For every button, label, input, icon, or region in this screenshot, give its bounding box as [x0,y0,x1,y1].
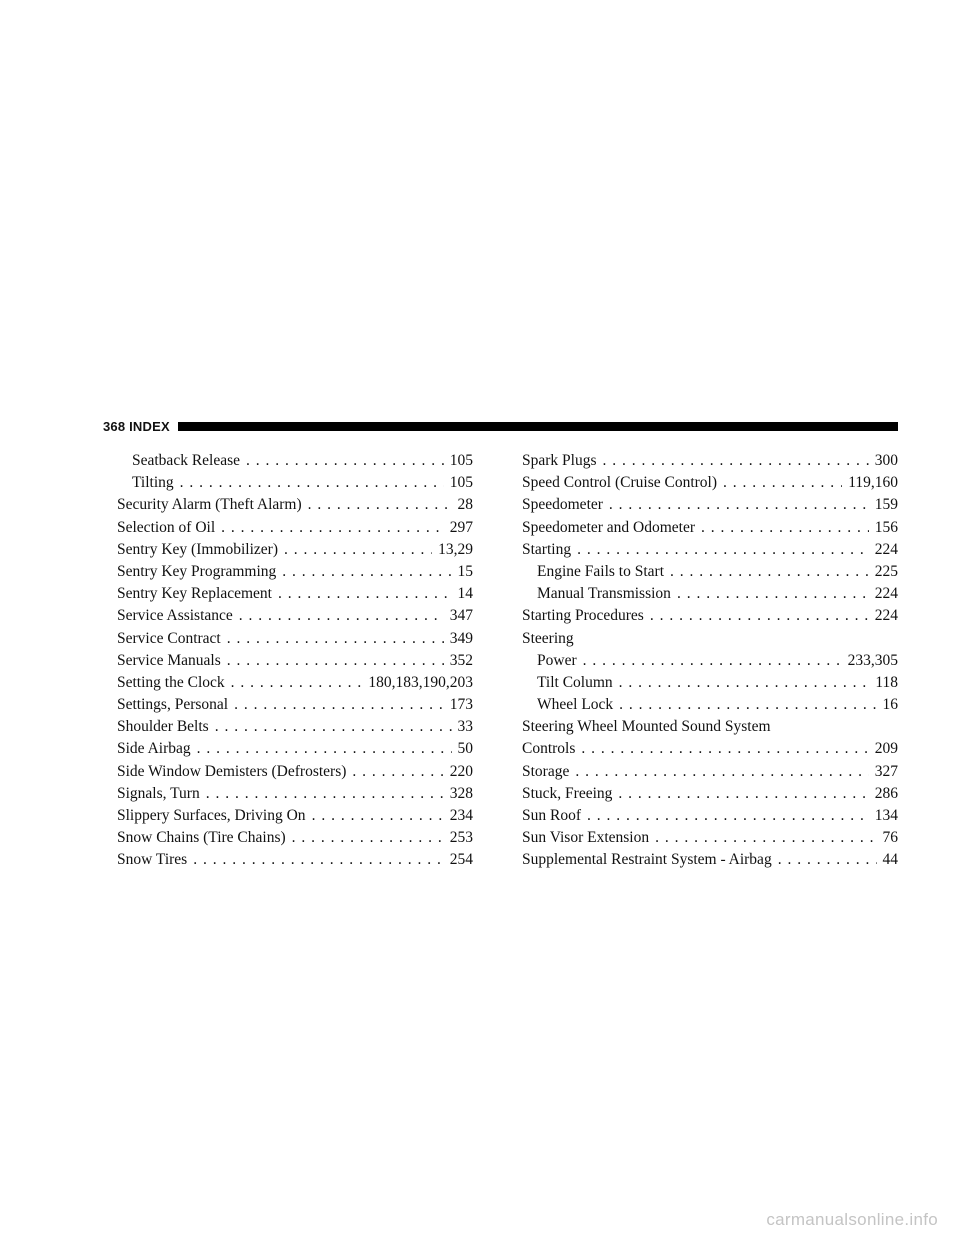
index-term: Signals, Turn [117,784,200,802]
index-term: Speed Control (Cruise Control) [522,474,718,492]
index-entry [117,672,473,694]
dot-leader [609,494,869,516]
dot-leader [206,783,444,805]
index-entry [117,738,473,760]
index-term: Sun Roof [522,807,581,824]
dot-leader [650,605,869,627]
index-entry [117,849,473,871]
dot-leader [193,849,444,871]
dot-leader [308,494,452,516]
index-entry [522,738,898,760]
index-page-ref: 13,29 [438,540,473,558]
index-entry [117,628,473,650]
index-entry [522,539,898,561]
index-page-ref: 224 [874,607,898,625]
dot-leader [587,805,869,827]
index-page-ref: 44 [882,851,898,869]
index-entry [117,450,473,472]
dot-leader [180,472,444,494]
index-page-ref: 156 [874,518,898,536]
index-page-ref: 118 [875,673,898,691]
index-entry [522,650,898,672]
index-entry [117,605,473,627]
page-number: 368 [103,418,126,434]
section-title: INDEX [129,418,170,434]
dot-leader [670,561,869,583]
index-page-ref: 76 [882,829,898,847]
index-page-ref: 297 [449,518,473,536]
index-term: Settings, Personal [117,696,229,714]
dot-leader [619,672,870,694]
index-entry [522,805,898,827]
index-term: Setting the Clock [117,673,225,691]
index-term: Shoulder Belts [117,718,209,736]
index-term: Engine Fails to Start [537,562,665,580]
index-entry [117,805,473,827]
dot-leader [352,761,443,783]
index-entry [522,628,898,650]
index-page-ref: 50 [457,740,473,758]
index-term: Starting [522,540,572,558]
index-page-ref: 119,160 [848,474,898,492]
index-term: Snow Tires [117,851,188,869]
index-entry [117,827,473,849]
dot-leader [655,827,876,849]
dot-leader [723,472,842,494]
index-term: Steering [522,629,574,647]
index-entry [117,561,473,583]
index-entry [117,650,473,672]
index-entry [522,605,898,627]
index-entry [522,761,898,783]
index-term: Wheel Lock [537,696,614,714]
dot-leader [677,583,869,605]
watermark: carmanualsonline.info [766,1210,938,1229]
index-page-ref: 234 [449,807,473,824]
page-header [103,416,898,436]
index-term: Manual Transmission [537,585,671,603]
index-page-ref: 328 [449,784,473,802]
index-page-ref: 28 [457,496,473,514]
index-entry [522,472,898,494]
index-entry [522,583,898,605]
index-term: Side Airbag [117,740,191,758]
index-page-ref: 349 [449,629,473,647]
index-column-left [117,450,473,872]
header-rule [178,422,898,431]
dot-leader [227,650,444,672]
index-term: Steering Wheel Mounted Sound System [522,718,771,736]
index-entry [117,472,473,494]
index-page-ref: 16 [882,696,898,714]
index-page-ref: 180,183,190,203 [368,673,473,691]
index-entry [522,827,898,849]
index-entry [522,450,898,472]
dot-leader [278,583,452,605]
index-page-ref: 286 [874,784,898,802]
index-page-ref: 33 [457,718,473,736]
index-page-ref: 220 [449,762,473,780]
index-term: Power [537,651,577,669]
dot-leader [603,450,869,472]
dot-leader [231,672,363,694]
index-entry [522,672,898,694]
dot-leader [221,517,444,539]
index-term: Slippery Surfaces, Driving On [117,807,306,824]
dot-leader [312,805,444,827]
index-term: Tilting [132,474,174,492]
index-page-ref: 225 [874,562,898,580]
index-column-right [522,450,898,872]
index-term: Sun Visor Extension [522,829,650,847]
index-term: Starting Procedures [522,607,644,625]
index-page-ref: 253 [449,829,473,847]
index-page-ref: 15 [457,562,473,580]
index-page-ref: 254 [449,851,473,869]
index-term: Service Manuals [117,651,221,669]
index-term: Supplemental Restraint System - Airbag [522,851,772,869]
index-entry [117,583,473,605]
index-entry [117,694,473,716]
index-page-ref: 352 [449,651,473,669]
dot-leader [234,694,444,716]
index-page-ref: 347 [449,607,473,625]
index-entry [117,539,473,561]
dot-leader [577,539,869,561]
dot-leader [284,539,432,561]
index-page-ref: 159 [874,496,898,514]
index-entry [522,494,898,516]
index-term: Seatback Release [132,452,241,469]
index-term: Service Assistance [117,607,233,625]
index-term: Speedometer [522,496,603,514]
dot-leader [197,738,452,760]
index-page-ref: 14 [457,585,473,603]
index-term: Selection of Oil [117,518,216,536]
index-page-ref: 300 [874,452,898,469]
dot-leader [618,783,868,805]
index-term: Sentry Key Programming [117,562,277,580]
index-term: Controls [522,740,576,758]
dot-leader [581,738,868,760]
index-page-ref: 233,305 [847,651,898,669]
index-term: Service Contract [117,629,221,647]
dot-leader [575,761,868,783]
dot-leader [292,827,444,849]
dot-leader [246,450,444,472]
index-term: Security Alarm (Theft Alarm) [117,496,302,514]
dot-leader [239,605,444,627]
index-term: Sentry Key (Immobilizer) [117,540,278,558]
page-header-label [103,419,170,434]
index-page-ref: 209 [874,740,898,758]
index-page-ref: 327 [874,762,898,780]
dot-leader [282,561,451,583]
index-term: Sentry Key Replacement [117,585,272,603]
dot-leader [778,849,877,871]
index-term: Spark Plugs [522,452,597,469]
index-page-ref: 224 [874,585,898,603]
index-term: Side Window Demisters (Defrosters) [117,762,347,780]
index-page-ref: 105 [449,474,473,492]
dot-leader [583,650,842,672]
index-entry [117,494,473,516]
index-term: Tilt Column [537,673,613,691]
index-entry [522,783,898,805]
index-entry [522,561,898,583]
index-term: Speedometer and Odometer [522,518,696,536]
index-entry [117,716,473,738]
index-page-ref: 173 [449,696,473,714]
index-entry [522,716,898,738]
index-entry [522,849,898,871]
index-entry [117,517,473,539]
index-entry [522,694,898,716]
index-entry [117,761,473,783]
index-page-ref: 224 [874,540,898,558]
dot-leader [215,716,452,738]
index-page-ref: 105 [449,452,473,469]
index-entry [117,783,473,805]
dot-leader [701,517,869,539]
index-page-ref: 134 [874,807,898,824]
dot-leader [619,694,876,716]
dot-leader [227,628,444,650]
index-term: Snow Chains (Tire Chains) [117,829,286,847]
index-term: Stuck, Freeing [522,784,613,802]
index-term: Storage [522,762,570,780]
index-entry [522,517,898,539]
